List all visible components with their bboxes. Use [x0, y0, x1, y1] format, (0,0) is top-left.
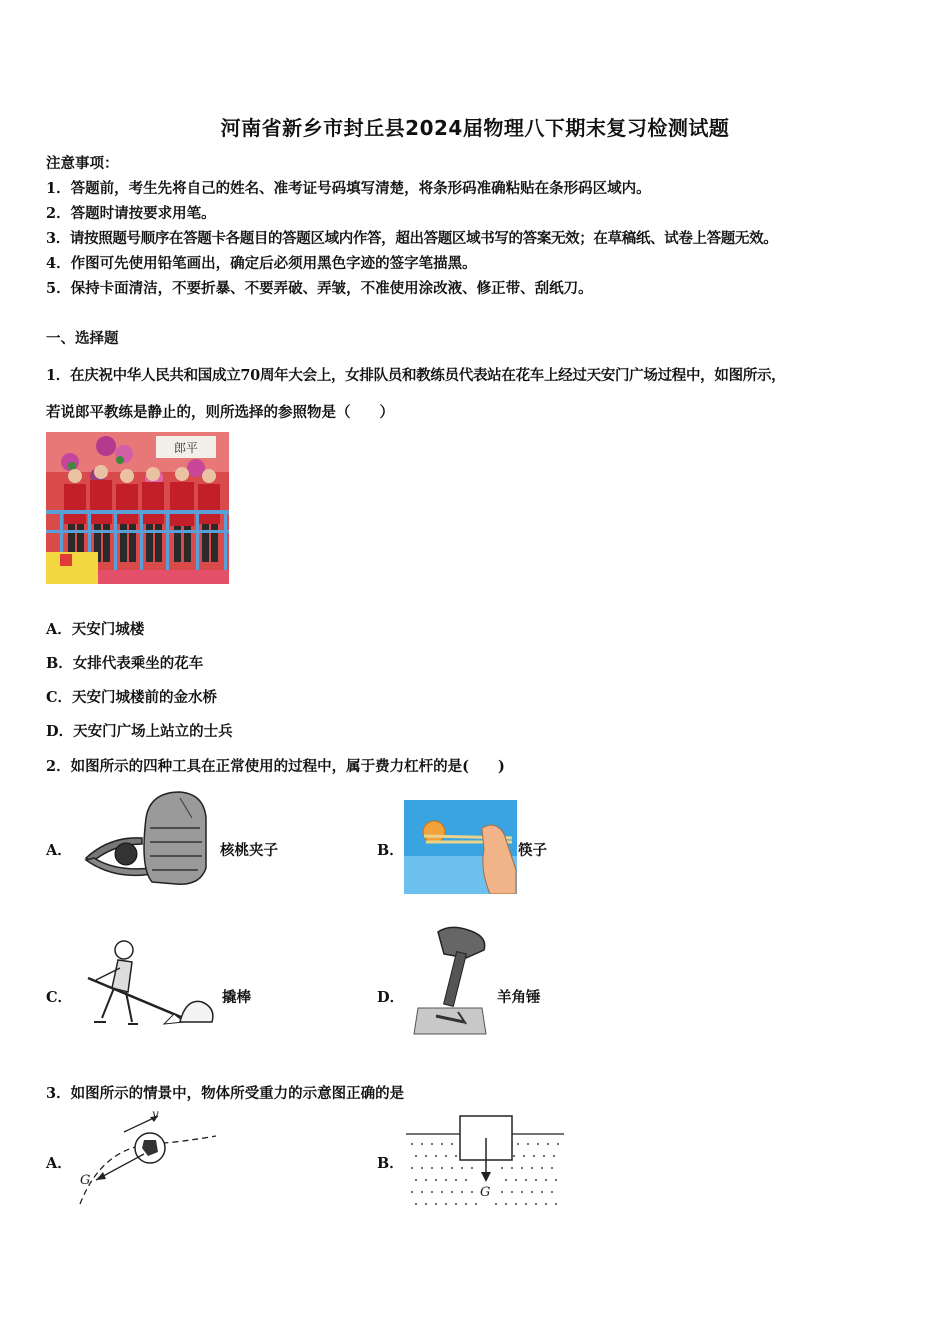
page-title: 河南省新乡市封丘县2024届物理八下期末复习检测试题 — [220, 116, 730, 140]
q1-option-c[interactable]: C．天安门城楼前的金水桥 — [46, 689, 218, 706]
chopsticks-icon — [404, 800, 517, 894]
q1-option-d[interactable]: D．天安门广场上站立的士兵 — [46, 723, 233, 740]
crowbar-icon — [84, 938, 216, 1030]
q2-option-d-letter[interactable]: D． — [377, 989, 405, 1006]
q2-option-c-letter[interactable]: C． — [46, 989, 73, 1006]
q1-stem-line2: 若说郎平教练是静止的，则所选择的参照物是（ ） — [46, 404, 394, 421]
notice-item-3: 3．请按照题号顺序在答题卡各题目的答题区域内作答，超出答题区域书写的答案无效；在草稿纸、试卷上答题无效。 — [46, 230, 778, 247]
claw-hammer-icon — [410, 924, 490, 1036]
notice-item-2: 2．答题时请按要求用笔。 — [46, 205, 216, 222]
volleyball-team-photo — [46, 432, 229, 584]
section-heading: 一、选择题 — [46, 330, 119, 347]
q2-option-a-caption: 核桃夹子 — [220, 842, 278, 859]
gravity-label-b: G — [480, 1185, 491, 1200]
gravity-label-a: G — [80, 1173, 91, 1188]
q2-option-b-caption: 筷子 — [518, 842, 547, 859]
q3-option-a-letter[interactable]: A． — [46, 1155, 72, 1172]
nutcracker-icon — [80, 788, 210, 888]
q1-option-a[interactable]: A．天安门城楼 — [46, 621, 145, 638]
q1-option-b[interactable]: B．女排代表乘坐的花车 — [46, 655, 204, 672]
q3-option-b-letter[interactable]: B． — [377, 1155, 404, 1172]
q2-option-d-caption: 羊角锤 — [497, 989, 541, 1006]
q2-option-c-caption: 撬棒 — [222, 989, 251, 1006]
football-trajectory-diagram — [72, 1108, 218, 1206]
q3-stem: 3．如图所示的情景中，物体所受重力的示意图正确的是 — [46, 1085, 405, 1102]
notice-item-5: 5．保持卡面清洁，不要折暴、不要弄破、弄皱，不准使用涂改液、修正带、刮纸刀。 — [46, 280, 593, 297]
q1-stem-line1: 1．在庆祝中华人民共和国成立70周年大会上，女排队员和教练员代表站在花车上经过天安门广场过程中，如图所示， — [46, 367, 786, 384]
floating-block-diagram — [406, 1112, 564, 1208]
q2-stem: 2．如图所示的四种工具在正常使用的过程中，属于费力杠杆的是( ) — [46, 758, 505, 775]
q2-option-a-letter[interactable]: A． — [46, 842, 72, 859]
photo-name-sign: 郎平 — [173, 441, 199, 455]
velocity-label: v — [152, 1108, 159, 1121]
notice-item-1: 1．答题前，考生先将自己的姓名、准考证号码填写清楚，将条形码准确粘贴在条形码区域内。 — [46, 180, 651, 197]
notice-heading: 注意事项： — [46, 155, 119, 172]
notice-item-4: 4．作图可先使用铅笔画出，确定后必须用黑色字迹的签字笔描黑。 — [46, 255, 477, 272]
q2-option-b-letter[interactable]: B． — [377, 842, 404, 859]
